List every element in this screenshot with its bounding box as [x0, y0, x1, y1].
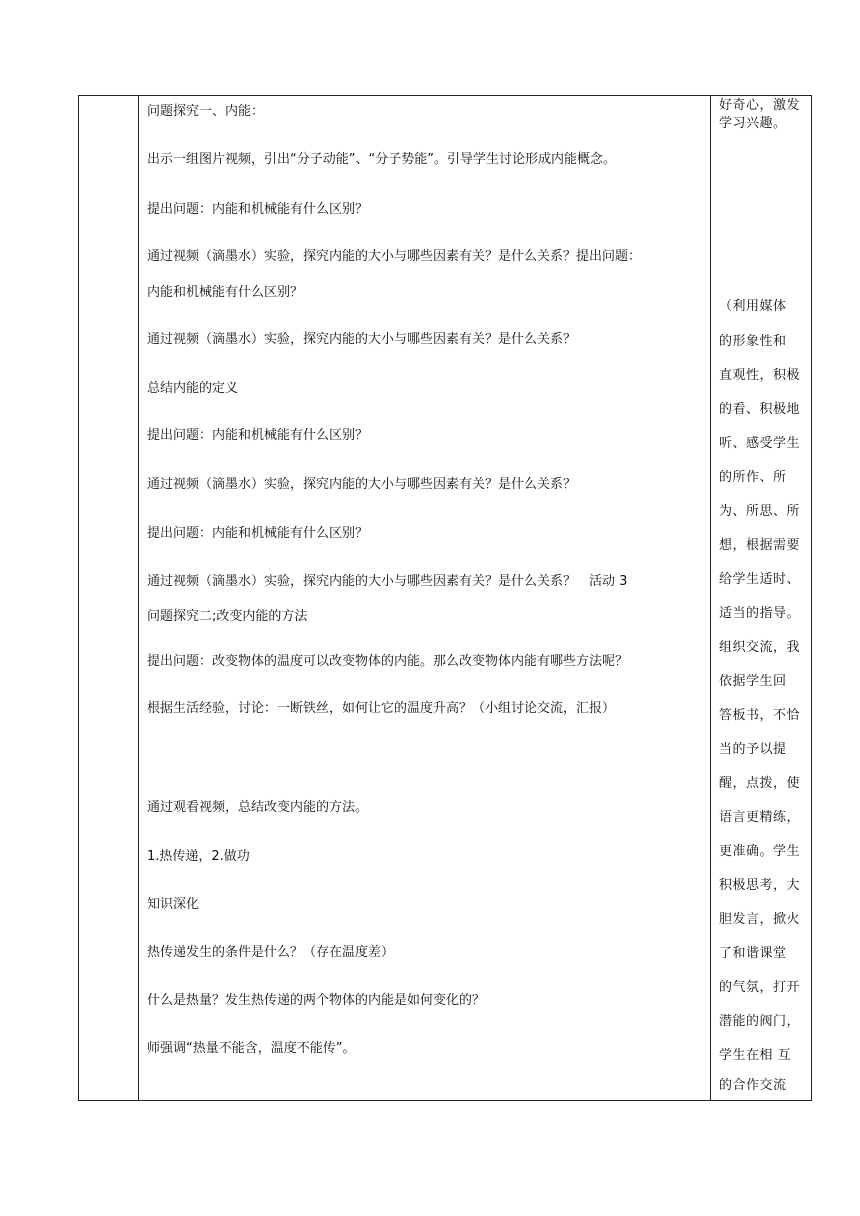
- note-line: 的看、积极地: [719, 402, 801, 417]
- content-line: 1.热传递，2.做功: [147, 849, 250, 864]
- note-line: 适当的指导。: [719, 606, 801, 621]
- note-line: 醒，点拨，使: [719, 776, 801, 791]
- note-line: 直观性，积极: [719, 368, 801, 383]
- content-line: 总结内能的定义: [147, 381, 239, 396]
- content-line: 提出问题：改变物体的温度可以改变物体的内能。那么改变物体内能有哪些方法呢？: [147, 654, 629, 669]
- content-line: 问题探究二;改变内能的方法: [147, 609, 308, 624]
- note-line: 潜能的阀门，: [719, 1014, 801, 1029]
- content-line: 提出问题：内能和机械能有什么区别？: [147, 526, 369, 541]
- note-line: 依据学生回: [719, 674, 787, 689]
- content-line: 根据生活经验，讨论：一断铁丝，如何让它的温度升高？（小组讨论交流，汇报）: [147, 701, 616, 716]
- note-line: 的气氛，打开: [719, 980, 801, 995]
- note-line: 听、感受学生: [719, 436, 801, 451]
- content-line: 热传递发生的条件是什么？（存在温度差）: [147, 945, 395, 960]
- note-line: 积极思考，大: [719, 878, 801, 893]
- note-line: （利用媒体: [719, 299, 787, 314]
- note-line: 的合作交流: [719, 1078, 787, 1093]
- content-line: 出示一组图片视频，引出“分子动能”、“分子势能”。引导学生讨论形成内能概念。: [147, 152, 616, 167]
- content-line: 师强调“热量不能含，温度不能传”。: [147, 1041, 356, 1056]
- note-line: 胆发言，掀火: [719, 912, 801, 927]
- content-line: 提出问题：内能和机械能有什么区别？: [147, 202, 369, 217]
- lesson-table: [78, 95, 812, 1101]
- note-line: 想，根据需要: [719, 538, 801, 553]
- note-line: 更准确。学生: [719, 844, 801, 859]
- note-line: 学习兴趣。: [719, 116, 787, 131]
- note-line: 给学生适时、: [719, 572, 801, 587]
- note-line: 了和谐课堂: [719, 946, 787, 961]
- note-line: 答板书，不恰: [719, 708, 801, 723]
- column-divider-left: [138, 96, 139, 1100]
- content-line: 通过观看视频，总结改变内能的方法。: [147, 800, 369, 815]
- content-line: 问题探究一、内能：: [147, 104, 265, 119]
- content-line: 什么是热量？发生热传递的两个物体的内能是如何变化的？: [147, 993, 486, 1008]
- content-line: 内能和机械能有什么区别？: [147, 285, 304, 300]
- note-line: 的形象性和: [719, 334, 787, 349]
- content-line: 通过视频（滴墨水）实验，探究内能的大小与哪些因素有关？是什么关系？: [147, 332, 577, 347]
- note-line: 语言更精练，: [719, 810, 801, 825]
- content-line: 提出问题：内能和机械能有什么区别？: [147, 428, 369, 443]
- content-line: 通过视频（滴墨水）实验，探究内能的大小与哪些因素有关？是什么关系？ 活动 3: [147, 574, 628, 589]
- content-line: 通过视频（滴墨水）实验，探究内能的大小与哪些因素有关？是什么关系？提出问题：: [147, 249, 642, 264]
- note-line: 为、所思、所: [719, 504, 801, 519]
- note-line: 学生在相 互: [719, 1048, 792, 1063]
- content-line: 知识深化: [147, 897, 200, 912]
- note-line: 组织交流，我: [719, 640, 801, 655]
- content-line: 通过视频（滴墨水）实验，探究内能的大小与哪些因素有关？是什么关系？: [147, 477, 577, 492]
- note-line: 好奇心，激发: [719, 98, 801, 113]
- note-line: 当的予以提: [719, 742, 787, 757]
- column-divider-right: [710, 96, 711, 1100]
- note-line: 的所作、所: [719, 470, 787, 485]
